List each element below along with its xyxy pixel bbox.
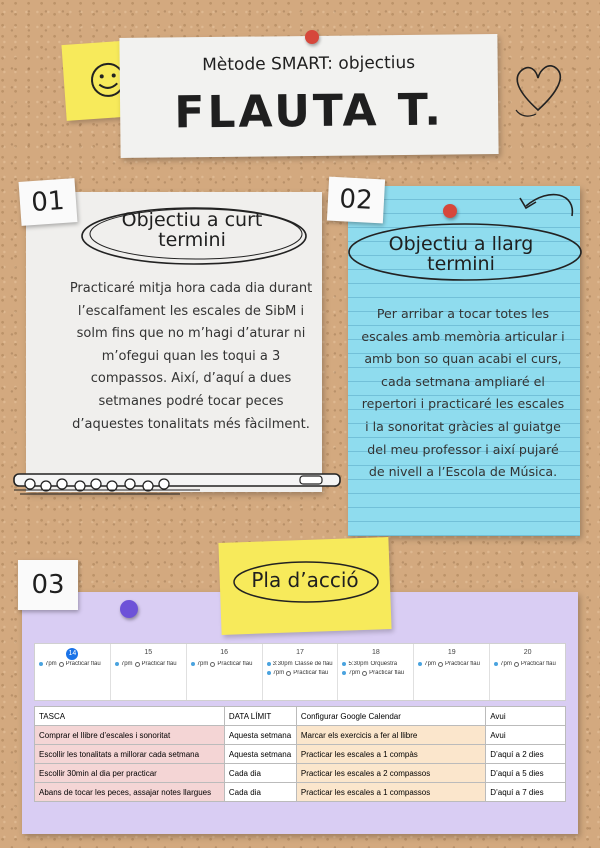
calendar-day[interactable] [490, 644, 565, 700]
calendar-event[interactable]: 5:30pm Orquestra [342, 661, 413, 667]
task-check-icon [59, 662, 64, 667]
table-cell: Escollir les tonalitats a millorar cada setmana [35, 745, 225, 764]
day-number: 17 [296, 649, 304, 656]
action-plan-title: Pla d’acció [251, 568, 359, 592]
table-header: TASCA [35, 707, 225, 726]
purple-pin-icon [120, 600, 138, 618]
table-row [35, 745, 566, 764]
table-cell: D’aquí a 2 dies [486, 745, 566, 764]
table-header: DATA LÍMIT [224, 707, 296, 726]
table-cell: Cada dia [224, 783, 296, 802]
task-check-icon [362, 671, 367, 676]
flute-icon [0, 462, 350, 506]
task-table [34, 706, 566, 802]
table-row [35, 783, 566, 802]
long-term-body: Per arribar a tocar totes les escales amb memòria articular i amb bon so quan acabi el curs, cada setmana ampliaré el repertori i practicaré les escales i la sonoritat gràcies al guiatge del meu professor i així pujaré de nivell a l’Escola de Música. [361, 306, 565, 480]
calendar-event[interactable]: 7pm Practicar flau [191, 661, 262, 667]
table-cell: Practicar les escales a 1 compassos [296, 783, 485, 802]
calendar-event[interactable]: 7pm Practicar flau [39, 661, 110, 667]
table-cell: Aquesta setmana [224, 745, 296, 764]
calendar-event[interactable]: 7pm Practicar flau [115, 661, 186, 667]
calendar-event[interactable]: 7pm Practicar flau [342, 670, 413, 676]
table-cell: Avui [486, 707, 566, 726]
calendar-event[interactable]: 7pm Practicar flau [494, 661, 565, 667]
calendar-day[interactable] [111, 644, 187, 700]
table-cell: Configurar Google Calendar [296, 707, 485, 726]
table-cell: Marcar els exercicis a fer al llibre [296, 726, 485, 745]
calendar-event[interactable]: 7pm Practicar flau [418, 661, 489, 667]
short-term-body: Practicaré mitja hora cada dia durant l’escalfament les escales de SibM i solm fins que no m’hagi d’aturar ni m’ofegui quan les toqui a 3 compassos. Així, d’aquí a dues setmanes podré tocar peces d’aquestes tonalitats més fàcilment. [69, 281, 313, 432]
section-number-03: 03 [18, 560, 78, 610]
task-check-icon [286, 671, 291, 676]
table-cell: Aquesta setmana [224, 726, 296, 745]
calendar-day[interactable] [263, 644, 339, 700]
header-subtitle: Mètode SMART: objectius [202, 52, 416, 76]
table-cell: D’aquí a 5 dies [486, 764, 566, 783]
red-pin-icon [305, 30, 319, 44]
calendar-event[interactable]: 3:30pm Classe de flau [267, 661, 338, 667]
calendar-day[interactable] [187, 644, 263, 700]
day-number: 18 [371, 649, 380, 656]
section-number-02: 02 [327, 177, 385, 224]
long-term-title: Objectiu a llarg termini [388, 233, 534, 275]
table-cell: Comprar el llibre d’escales i sonoritat [35, 726, 225, 745]
day-number: 16 [220, 649, 229, 656]
day-number: 19 [447, 649, 456, 656]
table-cell: Abans de tocar les peces, assajar notes llargues [35, 783, 225, 802]
task-check-icon [438, 662, 443, 667]
day-number: 14 [66, 648, 78, 660]
table-cell: Practicar les escales a 2 compassos [296, 764, 485, 783]
calendar-day[interactable] [414, 644, 490, 700]
day-number: 15 [144, 649, 153, 656]
section-number-01: 01 [19, 178, 78, 226]
table-header-row [35, 707, 566, 726]
table-row [35, 726, 566, 745]
table-cell: D’aquí a 7 dies [486, 783, 566, 802]
task-check-icon [210, 662, 215, 667]
torn-paper-edge [26, 290, 56, 420]
page-title: FLAUTA T. [174, 84, 445, 139]
week-calendar [34, 643, 566, 701]
short-term-title: Objectiu a curt termini [121, 209, 263, 251]
calendar-day[interactable] [338, 644, 414, 700]
task-check-icon [135, 662, 140, 667]
header-note [119, 34, 498, 158]
table-row [35, 764, 566, 783]
day-number: 20 [523, 649, 532, 656]
table-cell: Escollir 30min al dia per practicar [35, 764, 225, 783]
table-cell: Avui [486, 726, 566, 745]
calendar-day[interactable] [35, 644, 111, 700]
table-cell: Cada dia [224, 764, 296, 783]
table-cell: Practicar les escales a 1 compàs [296, 745, 485, 764]
task-check-icon [514, 662, 519, 667]
calendar-event[interactable]: 7pm Practicar flau [267, 670, 338, 676]
heart-doodle-icon [508, 52, 568, 122]
